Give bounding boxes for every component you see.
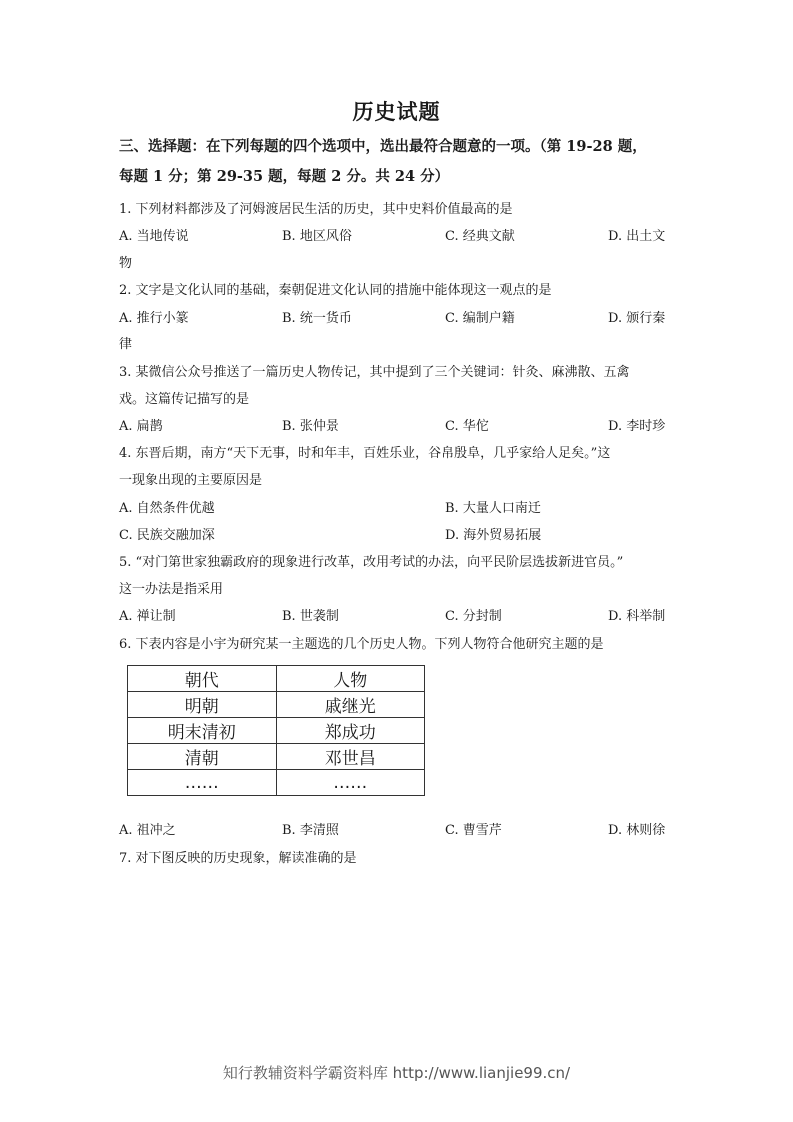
q6-table: [127, 665, 425, 796]
section-heading-line2: 每题 1 分；第 29-35 题，每题 2 分。共 24 分）: [119, 168, 450, 185]
q1-option-c: C. 经典文献: [445, 229, 515, 244]
q3-stem-line1: 3. 某微信公众号推送了一篇历史人物传记，其中提到了三个关键词：针灸、麻沸散、五禽: [119, 365, 630, 380]
table-cell: 明朝: [128, 692, 277, 718]
q6-option-d: D. 林则徐: [608, 823, 666, 838]
q6-option-a: A. 祖冲之: [119, 823, 176, 838]
q3-option-c: C. 华佗: [445, 419, 489, 434]
table-row: [128, 744, 425, 770]
table-header-cell: 朝代: [128, 666, 277, 692]
table-cell: 戚继光: [276, 692, 425, 718]
q3-stem-line2: 戏。这篇传记描写的是: [119, 392, 250, 407]
q5-option-a: A. 禅让制: [119, 609, 176, 624]
q1-stem: 1. 下列材料都涉及了河姆渡居民生活的历史，其中史料价值最高的是: [119, 202, 513, 217]
table-header-cell: 人物: [276, 666, 425, 692]
q4-option-a: A. 自然条件优越: [119, 501, 215, 516]
q4-option-d: D. 海外贸易拓展: [445, 528, 542, 543]
q3-option-d: D. 李时珍: [608, 419, 666, 434]
q1-option-d: D. 出土文: [608, 229, 666, 244]
table-row: [128, 718, 425, 744]
q1-option-b: B. 地区风俗: [282, 229, 352, 244]
q5-stem-line2: 这一办法是指采用: [119, 582, 224, 597]
table-row: [128, 692, 425, 718]
q6-stem: 6. 下表内容是小宇为研究某一主题选的几个历史人物。下列人物符合他研究主题的是: [119, 637, 604, 652]
section-heading-line1: 三、选择题：在下列每题的四个选项中，选出最符合题意的一项。（第 19-28 题，: [119, 138, 647, 155]
q4-stem-line2: 一现象出现的主要原因是: [119, 473, 263, 488]
q1-option-d-wrap: 物: [119, 256, 133, 271]
table-cell: 邓世昌: [276, 744, 425, 770]
q4-stem-line1: 4. 东晋后期，南方“天下无事，时和年丰，百姓乐业，谷帛殷阜，几乎家给人足矣。”这: [119, 446, 611, 461]
q6-option-c: C. 曹雪芹: [445, 823, 502, 838]
table-cell: ……: [128, 770, 277, 796]
table-cell: 郑成功: [276, 718, 425, 744]
q2-option-d: D. 颁行秦: [608, 311, 666, 326]
q4-option-b: B. 大量人口南迁: [445, 501, 541, 516]
table-cell: ……: [276, 770, 425, 796]
table-row: [128, 770, 425, 796]
q6-option-b: B. 李清照: [282, 823, 339, 838]
q4-option-c: C. 民族交融加深: [119, 528, 215, 543]
q2-option-c: C. 编制户籍: [445, 311, 515, 326]
q5-option-b: B. 世袭制: [282, 609, 339, 624]
q5-option-c: C. 分封制: [445, 609, 502, 624]
q3-option-a: A. 扁鹊: [119, 419, 163, 434]
q1-option-a: A. 当地传说: [119, 229, 189, 244]
footer-watermark: 知行教辅资料学霸资料库 http://www.lianjie99.cn/: [222, 1064, 571, 1082]
q3-option-b: B. 张仲景: [282, 419, 339, 434]
table-cell: 清朝: [128, 744, 277, 770]
q2-option-d-wrap: 律: [119, 337, 133, 352]
q5-stem-line1: 5. “对门第世家独霸政府的现象进行改革，改用考试的办法，向平民阶层选拔新进官员。”: [119, 555, 624, 570]
table-header-row: [128, 666, 425, 692]
q2-option-b: B. 统一货币: [282, 311, 352, 326]
q2-stem: 2. 文字是文化认同的基础，秦朝促进文化认同的措施中能体现这一观点的是: [119, 283, 552, 298]
q7-stem: 7. 对下图反映的历史现象，解读准确的是: [119, 851, 357, 866]
page-title: 历史试题: [352, 99, 441, 124]
q5-option-d: D. 科举制: [608, 609, 666, 624]
section-heading: [119, 132, 679, 192]
q2-option-a: A. 推行小篆: [119, 311, 189, 326]
table-cell: 明末清初: [128, 718, 277, 744]
